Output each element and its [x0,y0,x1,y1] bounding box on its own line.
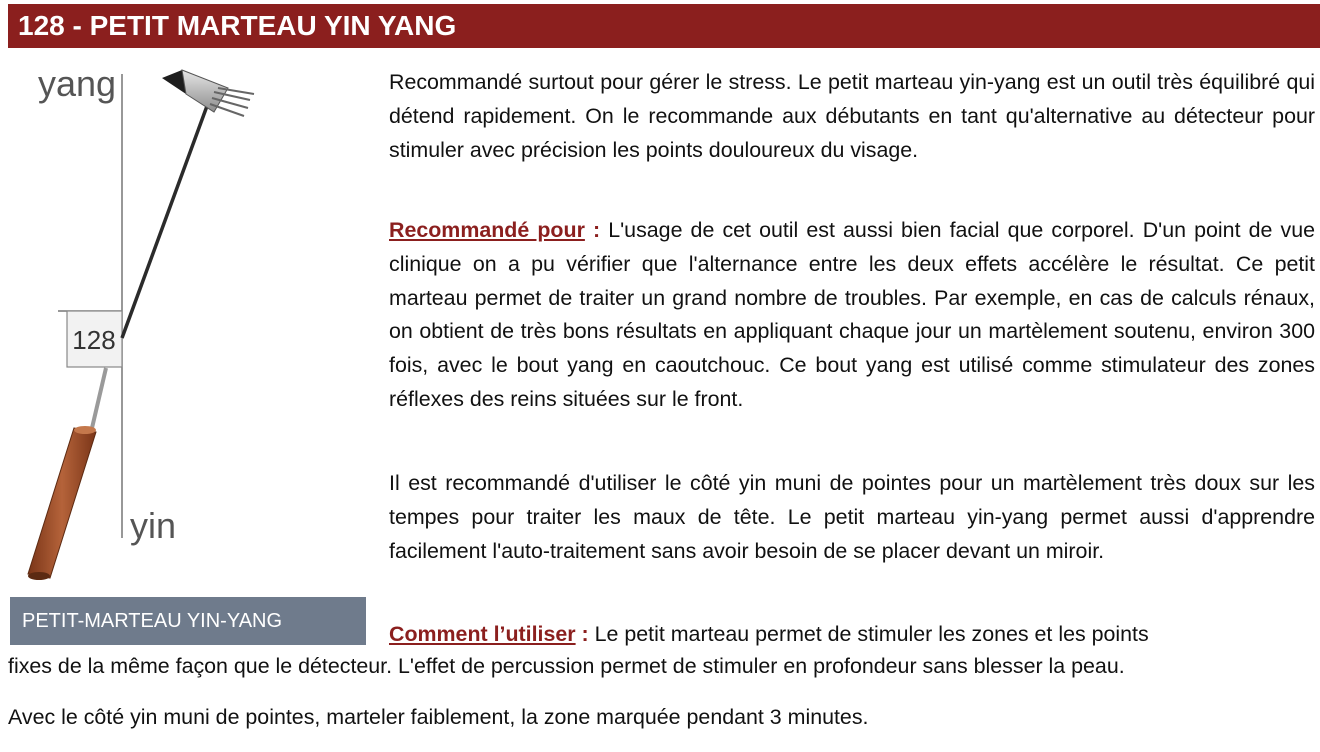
recommended-for-text: L'usage de cet outil est aussi bien facial que corporel. D'un point de vue clinique on a pu vérifier que l'alternance entre les deux effets accélère le résultat. Ce petit marteau permet de traiter un grand nombre de troubles. Par exemple, en cas de calculs rénaux, on obtient de très bons résultats en appliquant chaque jour un martèlement soutenu, environ 300 fois, avec le bout yang en caoutchouc. Ce bout yang est utilisé comme stimulateur des zones réflexes des reins situées sur le front. [389,218,1315,411]
yang-label: yang [38,63,117,104]
wooden-handle [28,426,96,580]
how-to-use-line-1 [389,618,1315,652]
yin-label: yin [130,505,177,546]
hammer-illustration [10,56,366,645]
hammer-shaft-lower [92,368,106,428]
how-to-use-line-2: fixes de la même façon que le détecteur. L'effet de percussion permet de stimuler en profondeur sans blesser la peau. [8,654,1125,678]
hammer-shaft [122,106,207,338]
recommended-for-label: Recommandé pour : [389,218,609,242]
figure-caption: PETIT-MARTEAU YIN-YANG [10,597,366,645]
how-to-use-label: Comment l’utiliser : [389,622,595,646]
page-title: 128 - PETIT MARTEAU YIN YANG [8,4,1320,48]
recommended-for-paragraph [389,214,1315,417]
hammer-head [162,70,254,116]
final-paragraph: Avec le côté yin muni de pointes, marteler faiblement, la zone marquée pendant 3 minutes. [8,705,869,729]
yin-side-paragraph: Il est recommandé d'utiliser le côté yin muni de pointes pour un martèlement très doux sur les tempes pour traiter les maux de tête. Le petit marteau yin-yang permet aussi d'apprendre facilement l'auto-traitement sans avoir besoin de se placer devant un miroir. [389,471,1315,563]
product-figure [10,56,366,645]
how-to-use-text-1: Le petit marteau permet de stimuler les zones et les points [594,622,1149,646]
intro-paragraph: Recommandé surtout pour gérer le stress. Le petit marteau yin-yang est un outil très équilibré qui détend rapidement. On le recommande aux débutants en tant qu'alternative au détecteur pour stimuler avec précision les points douloureux du visage. [389,70,1315,162]
number-box-text: 128 [72,325,116,355]
